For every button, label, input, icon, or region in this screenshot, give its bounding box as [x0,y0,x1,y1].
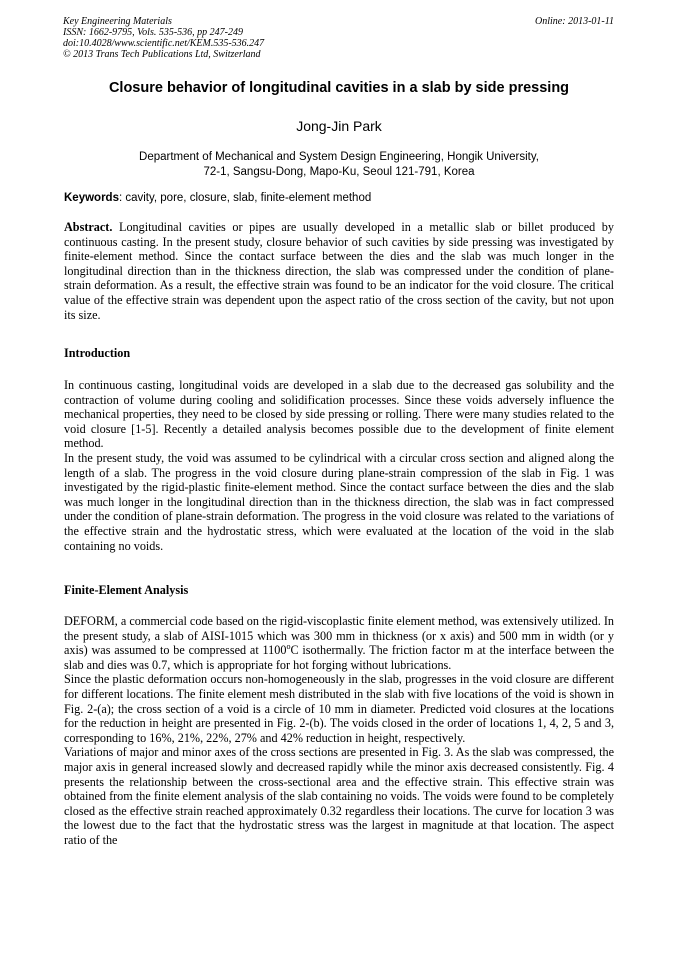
abstract [64,220,614,322]
author-name: Jong-Jin Park [296,118,382,134]
fea-paragraph-1-part-a: DEFORM, a commercial code based on the rigid-viscoplastic finite element method, was extensively utilized. In the present study, a slab of AISI-1015 which was 300 mm in thickness (or x axis) and 500 mm in width (or y axis) was assumed to be compressed at 1100 [64,614,614,658]
introduction-paragraph-2: In the present study, the void was assumed to be cylindrical with a circular cross section and aligned along the length of a slab. The progress in the void closure during plane-strain compression of the slab in Fig. 1 was investigated by the rigid-plastic finite-element method. Since the contact surface between the dies and the slab was much longer in the longitudinal direction than in the thickness direction, the slab was in fact compressed under the condition of plane-strain deformation. The progress in the void closure was related to the variations of the effective strain and the hydrostatic stress, which were evaluated at the location of the void in the slab containing no voids. [64,450,614,553]
issn-line: ISSN: 1662-9795, Vols. 535-536, pp 247-249 [63,27,243,38]
journal-name: Key Engineering Materials [63,16,172,27]
introduction-body [64,378,614,553]
online-date: Online: 2013-01-11 [535,16,614,27]
keywords-label: Keywords [64,192,119,204]
fea-body [64,614,614,848]
paper-title: Closure behavior of longitudinal cavities in a slab by side pressing [108,80,570,96]
abstract-label: Abstract. [64,220,113,234]
fea-heading: Finite-Element Analysis [64,583,189,597]
introduction-heading: Introduction [64,346,131,360]
affiliation [0,150,678,179]
doi-line: doi:10.4028/www.scientific.net/KEM.535-536.247 [63,38,265,49]
fea-paragraph-1-part-b: C isothermally. The friction factor m at the interface between the slab and dies was 0.7, which is appropriate for hot forging without lubrications. [64,643,614,672]
abstract-text: Longitudinal cavities or pipes are usually developed in a metallic slab or billet produced by continuous casting. In the present study, closure behavior of such cavities by side pressing was investigated by finite-element method. Since the contact surface between the dies and the slab was much longer in the longitudinal direction than in the thickness direction, the slab was compressed under the condition of plane-strain deformation. As a result, the effective strain was found to be an indicator for the void closure. The critical value of the effective strain was dependent upon the aspect ratio of the cross section of the cavity, but not upon its size. [64,220,614,322]
journal-header [63,16,264,60]
fea-paragraph-2: Since the plastic deformation occurs non-homogeneously in the slab, progresses in the void closure are different for different locations. The finite element mesh distributed in the slab with five locations of the void is shown in Fig. 2-(a); the cross section of a void is a circle of 10 mm in diameter. Predicted void closures at the locations for the reduction in height are presented in Fig. 2-(b). The voids closed in the order of locations 1, 4, 2, 5 and 3, corresponding to 16%, 21%, 22%, 27% and 42% reduction in height, respectively. [64,672,614,745]
fea-paragraph-1 [64,614,614,672]
affiliation-line-2: 72-1, Sangsu-Dong, Mapo-Ku, Seoul 121-791, Korea [203,165,475,178]
degree-superscript: o [286,642,291,652]
keywords-text: : cavity, pore, closure, slab, finite-element method [118,192,372,204]
fea-paragraph-3: Variations of major and minor axes of the cross sections are presented in Fig. 3. As the slab was compressed, the major axis in general increased slowly and decreased rapidly while the minor axis decreased consistently. Fig. 4 presents the relationship between the cross-sectional area and the effective strain. This effective strain was obtained from the finite element analysis of the slab containing no voids. The voids were found to be completely closed as the effective strain reached approximately 0.32 regardless their locations. The curve for location 3 was the lowest due to the fact that the hydrostatic stress was the largest in magnitude at that location. The aspect ratio of the [64,745,614,847]
introduction-paragraph-1: In continuous casting, longitudinal voids are developed in a slab due to the decreased gas solubility and the contraction of volume during cooling and solidification processes. Since these voids adversely influence the mechanical properties, they need to be closed by side pressing or rolling. There were many studies related to the void closure [1-5]. Recently a detailed analysis becomes possible due to the development of finite element method. [64,378,614,451]
affiliation-line-1: Department of Mechanical and System Design Engineering, Hongik University, [139,151,539,163]
copyright-line: © 2013 Trans Tech Publications Ltd, Switzerland [63,49,261,60]
keywords [64,192,371,204]
